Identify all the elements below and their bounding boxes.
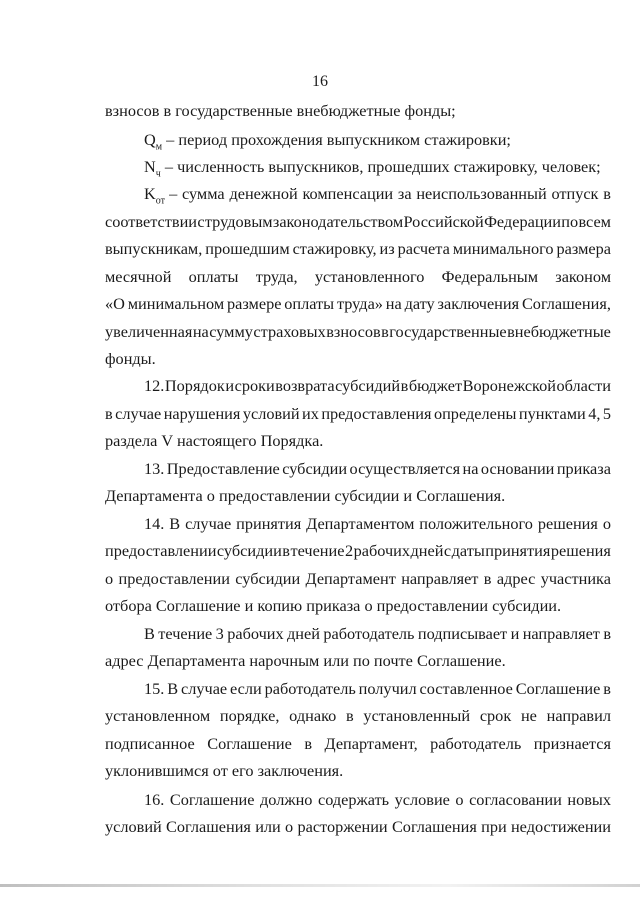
text-line: 15. В случае если работодатель получил составленное Соглашение в	[144, 679, 611, 698]
text-line: установленном порядке, однако в установленный срок не направил	[105, 706, 611, 725]
text-line: 12. Порядок и сроки возврата субсидий в бюджет Воронежской области	[144, 376, 611, 395]
text-line: в случае нарушения условий их предоставления определены пунктами 4, 5	[105, 404, 611, 423]
text-line: уклонившимся от его заключения.	[105, 761, 344, 780]
text-line: адрес Департамента нарочным или по почте Соглашение.	[105, 651, 506, 670]
text-line: 16. Соглашение должно содержать условие о согласовании новых	[144, 790, 611, 809]
text-line: 14. В случае принятия Департаментом положительного решения о	[144, 514, 611, 533]
text-line: $N_ч$ – численность выпускников, прошедших стажировку, человек;	[144, 157, 601, 180]
text-line: условий Соглашения или о расторжении Соглашения при недостижении	[105, 817, 611, 836]
formula-symbol: $N_ч$	[144, 157, 161, 180]
text-line: В течение 3 рабочих дней работодатель подписывает и направляет в	[144, 624, 611, 643]
text-line: Департамента о предоставлении субсидии и Соглашения.	[105, 486, 506, 505]
scan-edge-shadow	[0, 884, 640, 887]
text-line: фонды.	[105, 349, 156, 368]
text-line: раздела V настоящего Порядка.	[105, 431, 324, 450]
text-line: 13. Предоставление субсидии осуществляется на основании приказа	[144, 459, 611, 478]
page-number: 16	[312, 73, 328, 90]
text-line: увеличенная на сумму страховых взносов в государственные внебюджетные	[105, 322, 611, 341]
text-line: соответствии с трудовым законодательством Российской Федерации по всем	[105, 212, 611, 231]
formula-symbol: $Q_м$	[144, 130, 163, 153]
text-line: выпускникам, прошедшим стажировку, из расчета минимального размера	[105, 239, 611, 258]
text-line: «О минимальном размере оплаты труда» на дату заключения Соглашения,	[105, 294, 611, 313]
text-line: $K_{от}$ – сумма денежной компенсации за неиспользованный отпуск в	[144, 184, 611, 207]
text-line: предоставлении субсидии в течение 2 рабочих дней с даты принятия решения	[105, 541, 611, 560]
text-line: месячной оплаты труда, установленного Федеральным законом	[105, 267, 611, 286]
text-line: подписанное Соглашение в Департамент, работодатель признается	[105, 734, 611, 753]
text-line: $Q_м$ – период прохождения выпускником стажировки;	[144, 130, 511, 153]
formula-symbol: $K_{от}$	[144, 184, 166, 207]
text-line: отбора Соглашение и копию приказа о предоставлении субсидии.	[105, 596, 562, 615]
text-line: о предоставлении субсидии Департамент направляет в адрес участника	[105, 569, 611, 588]
text-line: взносов в государственные внебюджетные фонды;	[105, 101, 456, 120]
